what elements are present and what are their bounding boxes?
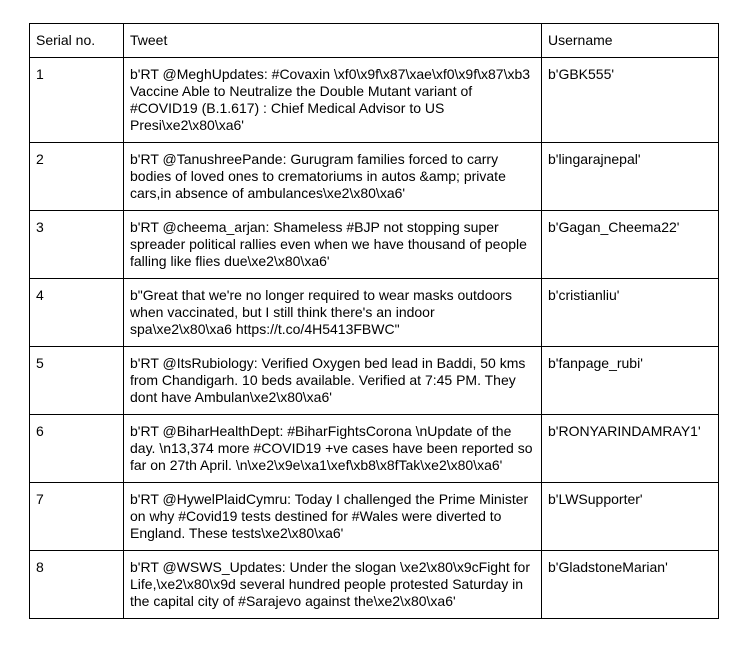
serial-cell: 8 <box>30 551 124 619</box>
tweets-table <box>29 23 719 619</box>
table-row <box>30 211 719 279</box>
serial-cell: 7 <box>30 483 124 551</box>
username-cell: b'LWSupporter' <box>542 483 719 551</box>
tweet-cell: b'RT @MeghUpdates: #Covaxin \xf0\x9f\x87\xae\xf0\x9f\x87\xb3 Vaccine Able to Neutralize the Double Mutant variant of #COVID19 (B.1.617) : Chief Medical Advisor to US Presi\xe2\x80\xa6' <box>124 58 542 143</box>
serial-cell: 3 <box>30 211 124 279</box>
serial-cell: 5 <box>30 347 124 415</box>
serial-cell: 6 <box>30 415 124 483</box>
username-cell: b'cristianliu' <box>542 279 719 347</box>
header-row <box>30 24 719 58</box>
username-cell: b'lingarajnepal' <box>542 143 719 211</box>
username-cell: b'fanpage_rubi' <box>542 347 719 415</box>
table-row <box>30 483 719 551</box>
username-cell: b'GBK555' <box>542 58 719 143</box>
column-header-tweet: Tweet <box>124 24 542 58</box>
serial-cell: 4 <box>30 279 124 347</box>
tweet-cell: b'RT @BiharHealthDept: #BiharFightsCorona \nUpdate of the day. \n13,374 more #COVID19 +ve cases have been reported so far on 27th April. \n\xe2\x9e\xa1\xef\xb8\x8fTak\xe2\x80\xa6' <box>124 415 542 483</box>
tweet-cell: b'RT @cheema_arjan: Shameless #BJP not stopping super spreader political rallies even when we have thousand of people falling like flies due\xe2\x80\xa6' <box>124 211 542 279</box>
tweet-cell: b'RT @HywelPlaidCymru: Today I challenged the Prime Minister on why #Covid19 tests destined for #Wales were diverted to England. These tests\xe2\x80\xa6' <box>124 483 542 551</box>
tweet-cell: b'RT @TanushreePande: Gurugram families forced to carry bodies of loved ones to crematoriums in autos &amp; private cars,in absence of ambulances\xe2\x80\xa6' <box>124 143 542 211</box>
tweet-cell: b'RT @ItsRubiology: Verified Oxygen bed lead in Baddi, 50 kms from Chandigarh. 10 beds available. Verified at 7:45 PM. They dont have Ambulan\xe2\x80\xa6' <box>124 347 542 415</box>
table-row <box>30 347 719 415</box>
username-cell: b'RONYARINDAMRAY1' <box>542 415 719 483</box>
table-row <box>30 143 719 211</box>
tweet-cell: b"Great that we're no longer required to wear masks outdoors when vaccinated, but I still think there's an indoor spa\xe2\x80\xa6 https://t.co/4H5413FBWC" <box>124 279 542 347</box>
table-row <box>30 551 719 619</box>
table-row <box>30 58 719 143</box>
table-row <box>30 279 719 347</box>
username-cell: b'GladstoneMarian' <box>542 551 719 619</box>
column-header-username: Username <box>542 24 719 58</box>
tweet-cell: b'RT @WSWS_Updates: Under the slogan \xe2\x80\x9cFight for Life,\xe2\x80\x9d several hundred people protested Saturday in the capital city of #Sarajevo against the\xe2\x80\xa6' <box>124 551 542 619</box>
serial-cell: 2 <box>30 143 124 211</box>
serial-cell: 1 <box>30 58 124 143</box>
username-cell: b'Gagan_Cheema22' <box>542 211 719 279</box>
column-header-serial: Serial no. <box>30 24 124 58</box>
table-row <box>30 415 719 483</box>
